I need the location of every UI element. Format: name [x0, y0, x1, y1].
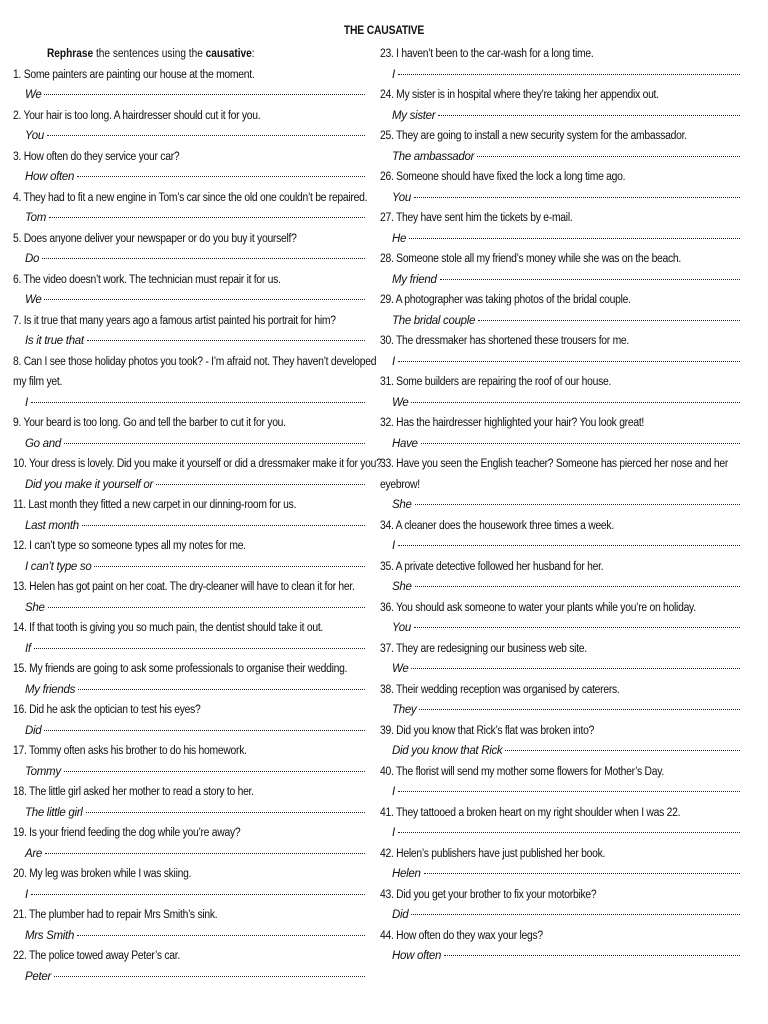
exercise-question: 25. They are going to install a new security system for the ambassador. — [380, 130, 687, 142]
exercise-item — [380, 762, 740, 803]
exercise-item — [380, 557, 740, 598]
answer-dotted-line[interactable] — [64, 770, 365, 772]
answer-line[interactable] — [380, 106, 740, 127]
exercise-question: 32. Has the hairdresser highlighted your hair? You look great! — [380, 417, 645, 429]
answer-line[interactable] — [380, 700, 740, 721]
exercise-question: 7. Is it true that many years ago a famous artist painted his portrait for him? — [13, 314, 336, 327]
exercise-item — [13, 741, 365, 782]
answer-prompt: I — [392, 786, 395, 798]
exercise-item — [380, 126, 740, 167]
answer-prompt: Tommy — [25, 765, 61, 778]
answer-line[interactable] — [380, 270, 740, 291]
answer-line[interactable] — [13, 516, 365, 537]
answer-line[interactable] — [380, 577, 740, 598]
exercise-item — [13, 413, 365, 454]
exercise-question: 43. Did you get your brother to fix your motorbike? — [380, 888, 597, 901]
answer-prompt: Go and — [25, 437, 61, 450]
exercise-item — [380, 721, 740, 762]
exercise-item — [380, 639, 740, 680]
exercise-item — [13, 495, 365, 536]
exercise-question: 8. Can I see those holiday photos you took? - I’m afraid not. They haven’t developed — [13, 355, 377, 368]
exercise-question: 37. They are redesigning our business web site. — [380, 642, 587, 655]
exercise-item — [13, 188, 368, 229]
answer-prompt: Are — [25, 847, 42, 860]
answer-prompt: Helen — [392, 868, 421, 880]
exercise-item — [380, 454, 740, 516]
answer-dotted-line[interactable] — [64, 442, 365, 444]
answer-prompt: The ambassador — [392, 150, 475, 163]
answer-dotted-line[interactable] — [478, 319, 740, 321]
exercise-item — [380, 803, 740, 844]
answer-line[interactable] — [380, 946, 740, 967]
answer-prompt: You — [25, 130, 44, 142]
exercise-item — [13, 823, 365, 864]
exercise-item — [13, 577, 365, 618]
exercise-question: 22. The police towed away Peter’s car. — [13, 950, 180, 962]
answer-dotted-line[interactable] — [156, 483, 365, 485]
exercise-question-continued: eyebrow! — [380, 478, 420, 491]
answer-dotted-line[interactable] — [505, 749, 740, 751]
instruction-bold-rephrase: Rephrase — [47, 48, 94, 60]
exercise-item — [13, 905, 365, 946]
exercise-question: 11. Last month they fitted a new carpet in our dinning-room for us. — [13, 499, 297, 511]
exercise-item — [13, 618, 365, 659]
exercise-item — [380, 885, 740, 926]
answer-dotted-line[interactable] — [44, 93, 365, 95]
answer-dotted-line[interactable] — [398, 544, 740, 546]
answer-line[interactable] — [13, 290, 365, 311]
exercise-item — [380, 413, 740, 454]
answer-prompt: Did you make it yourself or — [25, 478, 154, 491]
answer-line[interactable] — [13, 844, 365, 865]
exercise-item — [13, 659, 365, 700]
answer-prompt: Did — [392, 909, 409, 921]
answer-dotted-line[interactable] — [31, 893, 365, 895]
exercise-item — [13, 352, 377, 414]
answer-line[interactable] — [13, 249, 365, 270]
answer-prompt: The little girl — [25, 806, 83, 819]
exercise-question: 27. They have sent him the tickets by e-mail. — [380, 212, 573, 224]
answer-prompt: Tom — [25, 212, 47, 224]
exercise-item — [380, 680, 740, 721]
exercise-question: 21. The plumber had to repair Mrs Smith’s sink. — [13, 909, 218, 921]
answer-line[interactable] — [380, 311, 740, 332]
exercise-question: 13. Helen has got paint on her coat. The dry-cleaner will have to clean it for her. — [13, 581, 355, 593]
answer-prompt: I — [25, 888, 28, 901]
answer-prompt: We — [25, 89, 42, 101]
answer-prompt: We — [392, 396, 409, 409]
answer-line[interactable] — [13, 475, 365, 496]
answer-prompt: He — [392, 232, 407, 245]
instruction-colon: : — [251, 48, 255, 60]
instruction — [47, 44, 357, 65]
answer-line[interactable] — [13, 967, 365, 988]
answer-line[interactable] — [380, 352, 740, 373]
left-column — [13, 44, 382, 987]
exercise-question: 41. They tattooed a broken heart on my right shoulder when I was 22. — [380, 806, 681, 819]
answer-dotted-line[interactable] — [34, 647, 365, 649]
exercise-question: 20. My leg was broken while I was skiing. — [13, 868, 192, 880]
answer-dotted-line[interactable] — [411, 667, 740, 669]
exercise-question: 12. I can’t type so someone types all my notes for me. — [13, 540, 246, 552]
answer-dotted-line[interactable] — [440, 278, 740, 280]
exercise-question: 40. The florist will send my mother some flowers for Mother’s Day. — [380, 765, 664, 778]
exercise-question: 5. Does anyone deliver your newspaper or do you buy it yourself? — [13, 232, 297, 245]
answer-line[interactable] — [13, 926, 365, 947]
answer-line[interactable] — [380, 823, 740, 844]
answer-prompt: The bridal couple — [392, 314, 476, 327]
answer-prompt: Did you know that Rick — [392, 745, 503, 757]
exercise-item — [13, 454, 382, 495]
exercise-item — [13, 864, 365, 905]
answer-prompt: Did — [25, 724, 42, 737]
exercise-question: 42. Helen’s publishers have just published her book. — [380, 847, 606, 860]
exercise-question: 34. A cleaner does the housework three times a week. — [380, 519, 614, 532]
right-column — [380, 44, 740, 967]
exercise-question: 15. My friends are going to ask some professionals to organise their wedding. — [13, 663, 348, 675]
answer-line[interactable] — [13, 126, 365, 147]
answer-dotted-line[interactable] — [87, 339, 365, 341]
answer-prompt: My friend — [392, 273, 437, 286]
exercise-item — [380, 926, 740, 967]
exercise-question: 10. Your dress is lovely. Did you make it yourself or did a dressmaker make it for you? — [13, 458, 382, 470]
answer-dotted-line[interactable] — [94, 565, 365, 567]
exercise-item — [13, 229, 365, 270]
exercise-question: 36. You should ask someone to water your plants while you’re on holiday. — [380, 601, 696, 614]
exercise-item — [380, 516, 740, 557]
answer-dotted-line[interactable] — [415, 585, 740, 587]
answer-line[interactable] — [13, 208, 365, 229]
answer-prompt: I can’t type so — [25, 560, 92, 573]
instruction-bold-causative: causative — [205, 48, 252, 60]
answer-prompt: How often — [392, 950, 442, 962]
right-exercise-list — [380, 44, 740, 967]
answer-line[interactable] — [13, 680, 365, 701]
answer-line[interactable] — [13, 393, 365, 414]
answer-prompt: How often — [25, 171, 75, 183]
answer-line[interactable] — [380, 229, 740, 250]
answer-dotted-line[interactable] — [54, 975, 365, 977]
exercise-question: 2. Your hair is too long. A hairdresser should cut it for you. — [13, 109, 261, 122]
exercise-question: 29. A photographer was taking photos of the bridal couple. — [380, 294, 631, 306]
answer-line[interactable] — [13, 167, 365, 188]
answer-line[interactable] — [380, 393, 740, 414]
answer-dotted-line[interactable] — [47, 134, 365, 136]
page-title: THE CAUSATIVE — [343, 25, 425, 37]
answer-dotted-line[interactable] — [438, 114, 740, 116]
exercise-item — [380, 372, 740, 413]
exercise-question: 44. How often do they wax your legs? — [380, 929, 543, 942]
answer-line[interactable] — [13, 434, 365, 455]
exercise-item — [13, 65, 365, 106]
answer-line[interactable] — [13, 557, 365, 578]
exercise-item — [13, 311, 365, 352]
answer-prompt: Last month — [25, 519, 79, 532]
answer-dotted-line[interactable] — [409, 237, 740, 239]
answer-dotted-line[interactable] — [398, 831, 740, 833]
exercise-item — [13, 106, 365, 147]
exercise-question: 39. Did you know that Rick’s flat was broken into? — [380, 724, 595, 737]
answer-line[interactable] — [380, 188, 740, 209]
exercise-item — [380, 331, 740, 372]
exercise-question-continued: my film yet. — [13, 376, 63, 388]
exercise-item — [13, 782, 365, 823]
answer-line[interactable] — [380, 905, 740, 926]
exercise-question: 17. Tommy often asks his brother to do his homework. — [13, 745, 247, 757]
answer-dotted-line[interactable] — [31, 401, 365, 403]
answer-dotted-line[interactable] — [77, 175, 365, 177]
answer-dotted-line[interactable] — [414, 626, 740, 628]
answer-prompt: Is it true that — [25, 335, 84, 347]
answer-line[interactable] — [13, 885, 365, 906]
exercise-question: 38. Their wedding reception was organised by caterers. — [380, 683, 620, 696]
exercise-question: 6. The video doesn’t work. The technician must repair it for us. — [13, 273, 281, 286]
exercise-question: 23. I haven’t been to the car-wash for a long time. — [380, 48, 594, 60]
answer-line[interactable] — [13, 639, 365, 660]
answer-dotted-line[interactable] — [77, 934, 365, 936]
exercise-item — [380, 85, 740, 126]
answer-dotted-line[interactable] — [86, 811, 366, 813]
answer-prompt: You — [392, 622, 411, 634]
answer-line[interactable] — [380, 65, 740, 86]
exercise-question: 33. Have you seen the English teacher? Someone has pierced her nose and her — [380, 458, 729, 470]
answer-dotted-line[interactable] — [82, 524, 365, 526]
exercise-question: 24. My sister is in hospital where they’re taking her appendix out. — [380, 89, 659, 101]
exercise-question: 9. Your beard is too long. Go and tell the barber to cut it for you. — [13, 417, 286, 429]
answer-prompt: My sister — [392, 109, 436, 122]
exercise-item — [380, 290, 740, 331]
answer-prompt: She — [392, 499, 412, 511]
answer-line[interactable] — [380, 495, 740, 516]
exercise-question: 3. How often do they service your car? — [13, 150, 180, 163]
answer-prompt: My friends — [25, 683, 76, 696]
exercise-question: 26. Someone should have fixed the lock a long time ago. — [380, 171, 626, 183]
answer-dotted-line[interactable] — [78, 688, 365, 690]
exercise-item — [13, 700, 365, 741]
answer-line[interactable] — [13, 598, 365, 619]
exercise-question: 18. The little girl asked her mother to read a story to her. — [13, 786, 254, 798]
answer-prompt: She — [392, 581, 412, 593]
answer-prompt: I — [392, 355, 395, 368]
exercise-question: 14. If that tooth is giving you so much pain, the dentist should take it out. — [13, 622, 324, 634]
exercise-item — [380, 44, 740, 85]
answer-prompt: We — [392, 663, 409, 675]
answer-prompt: We — [25, 294, 42, 306]
exercise-item — [380, 167, 740, 208]
answer-line[interactable] — [13, 85, 365, 106]
answer-prompt: I — [25, 396, 28, 409]
answer-dotted-line[interactable] — [48, 606, 365, 608]
answer-dotted-line[interactable] — [42, 257, 365, 259]
answer-line[interactable] — [380, 864, 740, 885]
answer-dotted-line[interactable] — [411, 401, 740, 403]
answer-line[interactable] — [380, 659, 740, 680]
answer-line[interactable] — [13, 803, 365, 824]
exercise-item — [13, 536, 365, 577]
exercise-item — [13, 946, 365, 987]
answer-line[interactable] — [380, 147, 740, 168]
answer-prompt: If — [25, 642, 31, 655]
answer-dotted-line[interactable] — [444, 954, 740, 956]
answer-prompt: I — [392, 68, 395, 81]
answer-dotted-line[interactable] — [411, 913, 740, 915]
answer-line[interactable] — [380, 741, 740, 762]
answer-dotted-line[interactable] — [421, 442, 740, 444]
exercise-item — [380, 208, 740, 249]
answer-prompt: You — [392, 191, 411, 204]
exercise-question: 35. A private detective followed her husband for her. — [380, 560, 604, 573]
answer-dotted-line[interactable] — [44, 729, 365, 731]
answer-prompt: Peter — [25, 970, 51, 983]
answer-line[interactable] — [380, 782, 740, 803]
exercise-item — [13, 270, 365, 311]
answer-dotted-line[interactable] — [44, 298, 365, 300]
exercise-question: 30. The dressmaker has shortened these trousers for me. — [380, 335, 630, 347]
answer-dotted-line[interactable] — [477, 155, 740, 157]
exercise-question: 1. Some painters are painting our house at the moment. — [13, 68, 255, 81]
answer-line[interactable] — [380, 434, 740, 455]
answer-prompt: She — [25, 601, 45, 614]
answer-dotted-line[interactable] — [414, 196, 740, 198]
exercise-item — [380, 844, 740, 885]
answer-dotted-line[interactable] — [398, 790, 740, 792]
answer-prompt: They — [392, 704, 417, 716]
answer-prompt: Mrs Smith — [25, 929, 75, 942]
answer-prompt: I — [392, 827, 395, 839]
answer-prompt: I — [392, 540, 395, 552]
exercise-question: 19. Is your friend feeding the dog while you’re away? — [13, 827, 241, 839]
answer-dotted-line[interactable] — [49, 216, 365, 218]
answer-line[interactable] — [13, 762, 365, 783]
left-exercise-list — [13, 65, 382, 988]
exercise-question: 28. Someone stole all my friend’s money while she was on the beach. — [380, 253, 682, 265]
answer-dotted-line[interactable] — [398, 360, 740, 362]
exercise-item — [380, 249, 740, 290]
exercise-question: 16. Did he ask the optician to test his eyes? — [13, 704, 201, 716]
instruction-text: the sentences using the — [93, 48, 206, 60]
exercise-item — [380, 598, 740, 639]
answer-line[interactable] — [13, 331, 365, 352]
answer-line[interactable] — [380, 536, 740, 557]
answer-line[interactable] — [13, 721, 365, 742]
answer-prompt: Have — [392, 437, 418, 450]
answer-prompt: Do — [25, 253, 40, 265]
answer-dotted-line[interactable] — [415, 503, 740, 505]
answer-dotted-line[interactable] — [45, 852, 365, 854]
answer-line[interactable] — [380, 618, 740, 639]
exercise-question: 31. Some builders are repairing the roof of our house. — [380, 376, 612, 388]
answer-dotted-line[interactable] — [424, 872, 740, 874]
exercise-question: 4. They had to fit a new engine in Tom’s car since the old one couldn’t be repaired. — [13, 191, 368, 204]
answer-dotted-line[interactable] — [419, 708, 740, 710]
answer-dotted-line[interactable] — [398, 73, 740, 75]
exercise-item — [13, 147, 365, 188]
